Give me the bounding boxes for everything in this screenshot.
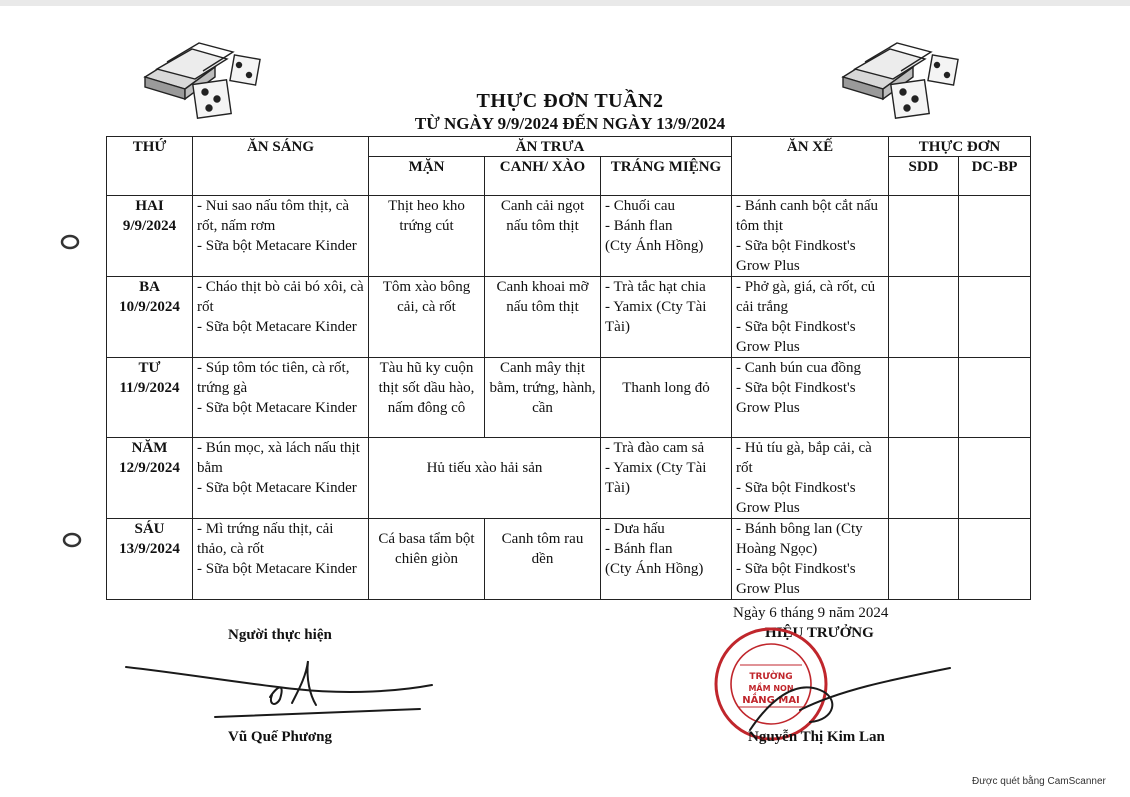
an-xe-item: - Sữa bột Findkost's Grow Plus <box>736 561 856 597</box>
day-cell <box>107 519 193 600</box>
table-row <box>107 438 1031 519</box>
trang-mieng-item: - Bánh flan <box>605 541 673 557</box>
an-sang-item: - Sữa bột Metacare Kinder <box>197 480 357 496</box>
principal-name: Nguyễn Thị Kim Lan <box>748 729 885 745</box>
trang-mieng-item: (Cty Ánh Hồng) <box>605 561 704 577</box>
man-cell: Tôm xào bông cải, cà rốt <box>369 277 485 358</box>
an-sang-item: - Nui sao nấu tôm thịt, cà rốt, nấm rơm <box>197 198 350 234</box>
weekly-menu-table <box>106 136 1031 600</box>
canh-xao-cell: Canh tôm rau dền <box>485 519 601 600</box>
day-date: 10/9/2024 <box>119 299 180 315</box>
principal-signature <box>740 660 960 740</box>
day-name: HAI <box>135 198 164 214</box>
document-title: THỰC ĐƠN TUẦN2 <box>476 90 664 112</box>
an-sang-item: - Sữa bột Metacare Kinder <box>197 400 357 416</box>
day-name: TƯ <box>138 360 161 376</box>
header-sdd: SDD <box>889 157 959 196</box>
trang-mieng-item: (Cty Ánh Hồng) <box>605 238 704 254</box>
day-date: 9/9/2024 <box>122 218 177 234</box>
svg-text:MẦM NON: MẦM NON <box>748 684 794 693</box>
an-sang-cell <box>193 519 369 600</box>
an-xe-item: - Sữa bột Findkost's Grow Plus <box>736 319 856 355</box>
day-cell <box>107 196 193 277</box>
day-name: NĂM <box>131 440 168 456</box>
trang-mieng-item: - Bánh flan <box>605 218 673 234</box>
trang-mieng-item: - Yamix (Cty Tài Tài) <box>605 299 707 335</box>
an-xe-cell <box>732 358 889 438</box>
day-name: SÁU <box>134 521 165 537</box>
canh-xao-cell: Canh cải ngọt nấu tôm thịt <box>485 196 601 277</box>
an-xe-item: - Hủ tíu gà, bắp cải, cà rốt <box>736 440 872 476</box>
an-xe-cell <box>732 196 889 277</box>
an-xe-item: - Canh bún cua đồng <box>736 360 861 376</box>
table-row <box>107 277 1031 358</box>
header-row-1 <box>107 137 1031 157</box>
preparer-signature <box>120 655 440 735</box>
man-cell: Tàu hũ ky cuộn thịt sốt dầu hào, nấm đông cô <box>369 358 485 438</box>
header-dc-bp: DC-BP <box>959 157 1031 196</box>
an-xe-item: - Phở gà, giá, cà rốt, củ cải trắng <box>736 279 876 315</box>
table-row <box>107 519 1031 600</box>
an-sang-item: - Sữa bột Metacare Kinder <box>197 561 357 577</box>
table-row <box>107 196 1031 277</box>
day-date: 12/9/2024 <box>119 460 180 476</box>
an-xe-item: - Bánh canh bột cắt nấu tôm thịt <box>736 198 879 234</box>
header-man: MẶN <box>369 157 485 196</box>
trang-mieng-item: - Yamix (Cty Tài Tài) <box>605 460 707 496</box>
svg-text:NẮNG MAI: NẮNG MAI <box>742 695 800 706</box>
preparer-name: Vũ Quế Phương <box>228 729 332 745</box>
header-an-sang: ĂN SÁNG <box>193 137 369 196</box>
man-cell: Thịt heo kho trứng cút <box>369 196 485 277</box>
an-sang-item: - Sữa bột Metacare Kinder <box>197 319 357 335</box>
an-sang-cell <box>193 196 369 277</box>
preparer-role: Người thực hiện <box>228 627 332 643</box>
day-date: 13/9/2024 <box>119 541 180 557</box>
trang-mieng-item: - Trà tắc hạt chia <box>605 279 706 295</box>
dice-clipart-right <box>835 37 965 122</box>
an-sang-item: - Mì trứng nấu thịt, cải thảo, cà rốt <box>197 521 334 557</box>
an-sang-cell <box>193 438 369 519</box>
header-thuc-don: THỰC ĐƠN <box>889 137 1031 157</box>
an-sang-cell <box>193 358 369 438</box>
dc-bp-cell <box>959 277 1031 358</box>
dc-bp-cell <box>959 519 1031 600</box>
trang-mieng-cell <box>601 438 732 519</box>
sdd-cell <box>889 438 959 519</box>
day-cell <box>107 277 193 358</box>
header-canh-xao: CANH/ XÀO <box>485 157 601 196</box>
trang-mieng-cell: Thanh long đỏ <box>601 358 732 438</box>
day-cell <box>107 358 193 438</box>
canh-xao-cell: Canh khoai mỡ nấu tôm thịt <box>485 277 601 358</box>
trang-mieng-cell <box>601 277 732 358</box>
trang-mieng-item: - Trà đào cam sả <box>605 440 705 456</box>
header-trang-mieng: TRÁNG MIỆNG <box>601 157 732 196</box>
dc-bp-cell <box>959 358 1031 438</box>
sdd-cell <box>889 277 959 358</box>
header-an-trua: ĂN TRƯA <box>369 137 732 157</box>
an-xe-item: - Bánh bông lan (Cty Hoàng Ngọc) <box>736 521 863 557</box>
man-cell: Cá basa tẩm bột chiên giòn <box>369 519 485 600</box>
an-sang-item: - Sữa bột Metacare Kinder <box>197 238 357 254</box>
dice-clipart-left <box>137 37 267 122</box>
svg-text:TRƯỜNG: TRƯỜNG <box>749 672 793 682</box>
an-sang-item: - Bún mọc, xà lách nấu thịt bằm <box>197 440 360 476</box>
camscanner-watermark: Được quét bằng CamScanner <box>972 776 1106 787</box>
sdd-cell <box>889 196 959 277</box>
trang-mieng-cell <box>601 519 732 600</box>
man-canh-merged-cell: Hủ tiếu xào hải sản <box>369 438 601 519</box>
principal-title: HIỆU TRƯỞNG <box>765 625 874 641</box>
an-sang-item: - Cháo thịt bò cải bó xôi, cà rốt <box>197 279 364 315</box>
an-xe-item: - Sữa bột Findkost's Grow Plus <box>736 380 856 416</box>
dc-bp-cell <box>959 438 1031 519</box>
an-xe-cell <box>732 519 889 600</box>
an-xe-item: - Sữa bột Findkost's Grow Plus <box>736 480 856 516</box>
header-thu: THỨ <box>107 137 193 196</box>
an-xe-item: - Sữa bột Findkost's Grow Plus <box>736 238 856 274</box>
header-an-xe: ĂN XẾ <box>732 137 889 196</box>
document-subtitle: TỪ NGÀY 9/9/2024 ĐẾN NGÀY 13/9/2024 <box>414 114 726 133</box>
day-name: BA <box>139 279 160 295</box>
canh-xao-cell: Canh mây thịt bằm, trứng, hành, cần <box>485 358 601 438</box>
sdd-cell <box>889 358 959 438</box>
dc-bp-cell <box>959 196 1031 277</box>
scan-top-band <box>0 0 1130 6</box>
punch-hole-mark <box>62 530 82 550</box>
trang-mieng-item: - Chuối cau <box>605 198 675 214</box>
an-xe-cell <box>732 438 889 519</box>
day-date: 11/9/2024 <box>119 380 180 396</box>
an-sang-cell <box>193 277 369 358</box>
signing-date: Ngày 6 tháng 9 năm 2024 <box>733 605 889 621</box>
sdd-cell <box>889 519 959 600</box>
punch-hole-mark <box>60 232 80 252</box>
trang-mieng-cell <box>601 196 732 277</box>
an-sang-item: - Súp tôm tóc tiên, cà rốt, trứng gà <box>197 360 350 396</box>
an-xe-cell <box>732 277 889 358</box>
table-row <box>107 358 1031 438</box>
trang-mieng-item: - Dưa hấu <box>605 521 665 537</box>
day-cell <box>107 438 193 519</box>
